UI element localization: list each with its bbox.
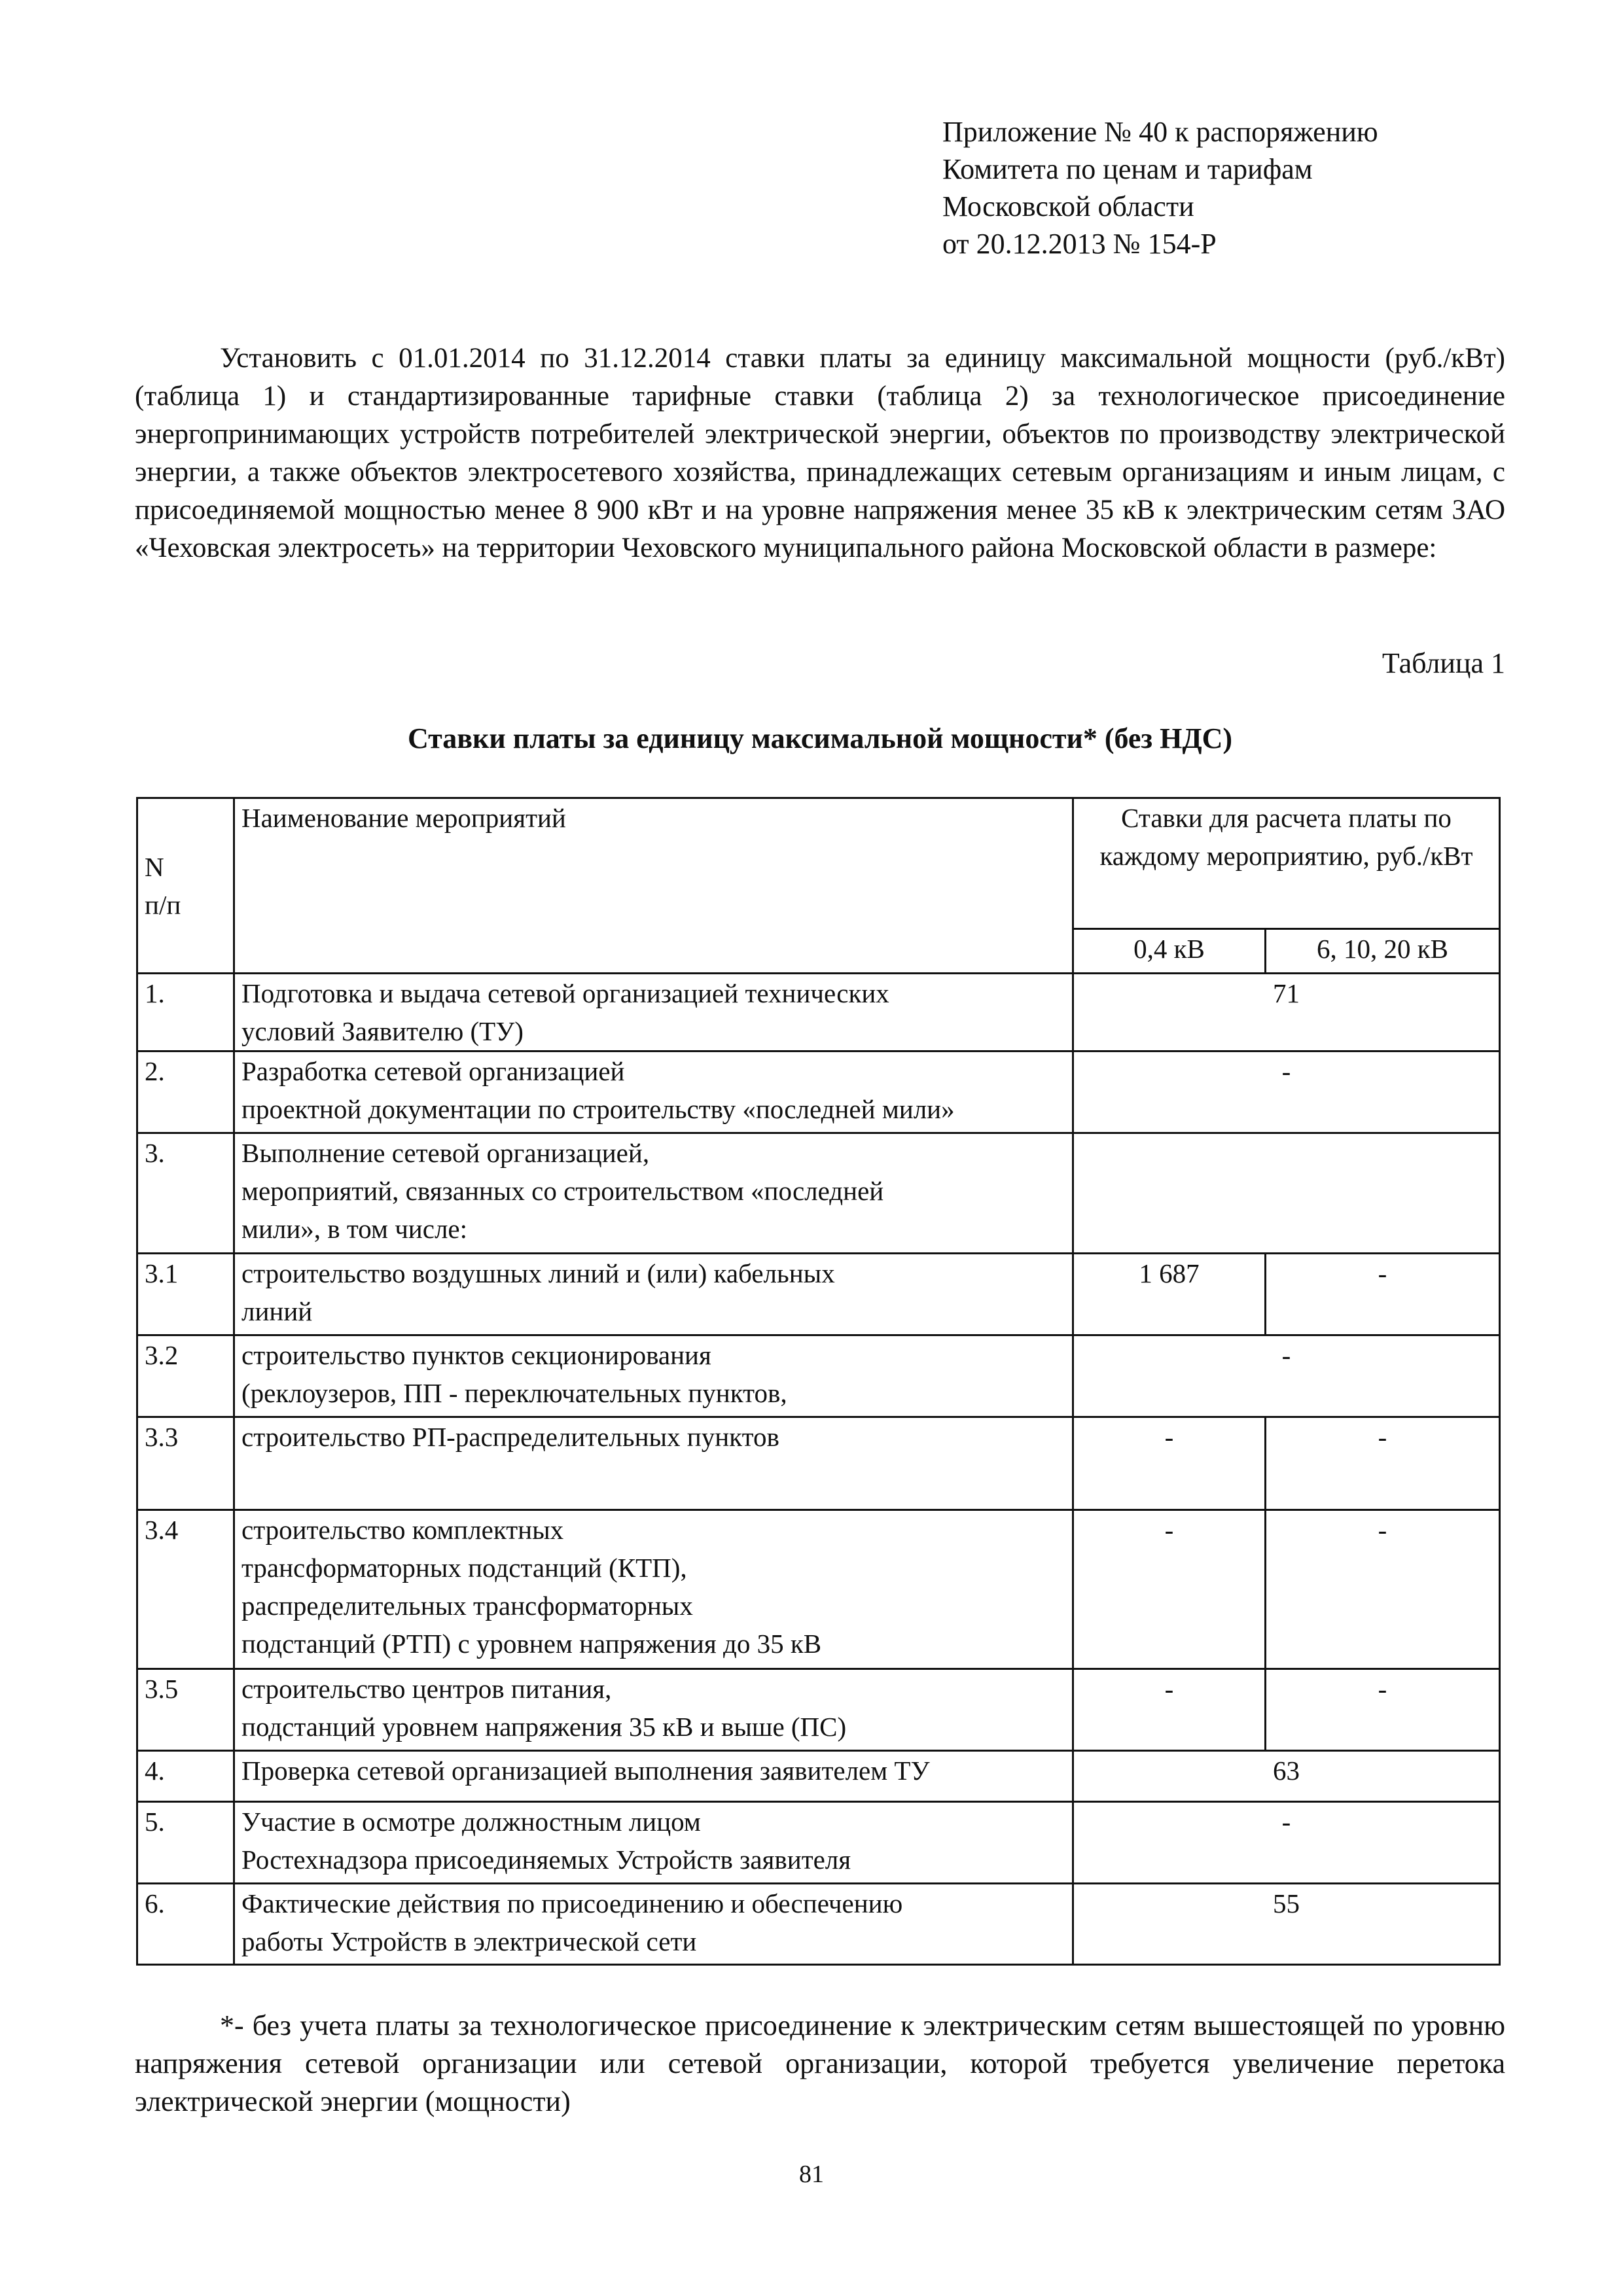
row-rate-merged: 55 [1073, 1884, 1500, 1965]
table-row [137, 1417, 1500, 1510]
intro-paragraph [135, 340, 1505, 567]
row-number: 3.5 [137, 1669, 234, 1751]
row-number: 4. [137, 1751, 234, 1802]
footnote-text: *- без учета платы за технологическое присоединение к электрическим сетям вышестоящей по уровню напряжения сетевой организации или сетевой организации, которой требуется увеличение перетока электрической энергии (мощности) [135, 2009, 1505, 2117]
header-col-6-20kv: 6, 10, 20 кВ [1266, 929, 1500, 974]
table-label: Таблица 1 [1382, 647, 1505, 679]
row-measure-name: Проверка сетевой организацией выполнения заявителем ТУ [234, 1751, 1073, 1802]
row-number: 2. [137, 1051, 234, 1133]
header-name: Наименование мероприятий [234, 798, 1073, 974]
table-row [137, 1802, 1500, 1884]
table-title: Ставки платы за единицу максимальной мощности* (без НДС) [407, 722, 1233, 754]
table-row [137, 1051, 1500, 1133]
table-row [137, 1133, 1500, 1254]
row-measure-name: Фактические действия по присоединению и обеспечению работы Устройств в электрической сети [234, 1884, 1073, 1965]
row-measure-name: Выполнение сетевой организацией, мероприятий, связанных со строительством «последней мили», в том числе: [234, 1133, 1073, 1254]
header-rates: Ставки для расчета платы по каждому мероприятию, руб./кВт [1073, 798, 1500, 929]
row-rate-6-20kv: - [1266, 1254, 1500, 1335]
row-rate-6-20kv: - [1266, 1417, 1500, 1510]
row-rate-04kv: 1 687 [1073, 1254, 1266, 1335]
table-row [137, 1751, 1500, 1802]
row-rate-merged: - [1073, 1335, 1500, 1417]
row-measure-name: Подготовка и выдача сетевой организацией технических условий Заявителю (ТУ) [234, 974, 1073, 1051]
row-rate-merged: - [1073, 1802, 1500, 1884]
row-number: 6. [137, 1884, 234, 1965]
row-measure-name: строительство центров питания, подстанций уровнем напряжения 35 кВ и выше (ПС) [234, 1669, 1073, 1751]
row-measure-name: Разработка сетевой организацией проектной документации по строительству «последней мили» [234, 1051, 1073, 1133]
row-measure-name: строительство комплектных трансформаторных подстанций (КТП), распределительных трансформаторных подстанций (РТП) с уровнем напряжения до 35 кВ [234, 1510, 1073, 1669]
row-rate-merged: 71 [1073, 974, 1500, 1051]
row-measure-name: строительство воздушных линий и (или) кабельных линий [234, 1254, 1073, 1335]
row-rate-04kv: - [1073, 1669, 1266, 1751]
table-row [137, 1335, 1500, 1417]
footnote [135, 2007, 1505, 2121]
row-rate-merged: - [1073, 1051, 1500, 1133]
row-rate-merged [1073, 1133, 1500, 1254]
header-line: Комитета по ценам и тарифам [942, 153, 1313, 185]
table-body [137, 974, 1500, 1965]
row-measure-name: Участие в осмотре должностным лицом Ростехнадзора присоединяемых Устройств заявителя [234, 1802, 1073, 1884]
row-number: 3.1 [137, 1254, 234, 1335]
row-rate-04kv: - [1073, 1417, 1266, 1510]
header-num: N п/п [137, 798, 234, 974]
table-row [137, 1254, 1500, 1335]
row-rate-04kv: - [1073, 1510, 1266, 1669]
row-rate-merged: 63 [1073, 1751, 1500, 1802]
table-row [137, 1510, 1500, 1669]
table-row [137, 1884, 1500, 1965]
row-rate-6-20kv: - [1266, 1510, 1500, 1669]
row-number: 3.2 [137, 1335, 234, 1417]
page-number: 81 [799, 2161, 824, 2188]
table-row [137, 974, 1500, 1051]
row-number: 3.3 [137, 1417, 234, 1510]
header-line: Московской области [942, 190, 1194, 222]
row-rate-6-20kv: - [1266, 1669, 1500, 1751]
table-row [137, 1669, 1500, 1751]
appendix-header [942, 113, 1571, 262]
row-measure-name: строительство пунктов секционирования (реклоузеров, ПП - переключательных пунктов, [234, 1335, 1073, 1417]
row-measure-name: строительство РП-распределительных пунктов [234, 1417, 1073, 1510]
intro-text: Установить с 01.01.2014 по 31.12.2014 ставки платы за единицу максимальной мощности (руб./кВт) (таблица 1) и стандартизированные тарифные ставки (таблица 2) за технологическое присоединение энергопринимающих устройств потребителей электрической энергии, объектов по производству электрической энергии, а также объектов электросетевого хозяйства, принадлежащих сетевым организациям и иным лицам, с присоединяемой мощностью менее 8 900 кВт и на уровне напряжения менее 35 кВ к электрическим сетям ЗАО «Чеховская электросеть» на территории Чеховского муниципального района Московской области в размере: [135, 343, 1505, 563]
row-number: 3. [137, 1133, 234, 1254]
header-col-04kv: 0,4 кВ [1073, 929, 1266, 974]
row-number: 3.4 [137, 1510, 234, 1669]
header-line: от 20.12.2013 № 154-Р [942, 228, 1217, 260]
row-number: 1. [137, 974, 234, 1051]
rates-table [136, 797, 1501, 1966]
row-number: 5. [137, 1802, 234, 1884]
header-line: Приложение № 40 к распоряжению [942, 116, 1378, 148]
